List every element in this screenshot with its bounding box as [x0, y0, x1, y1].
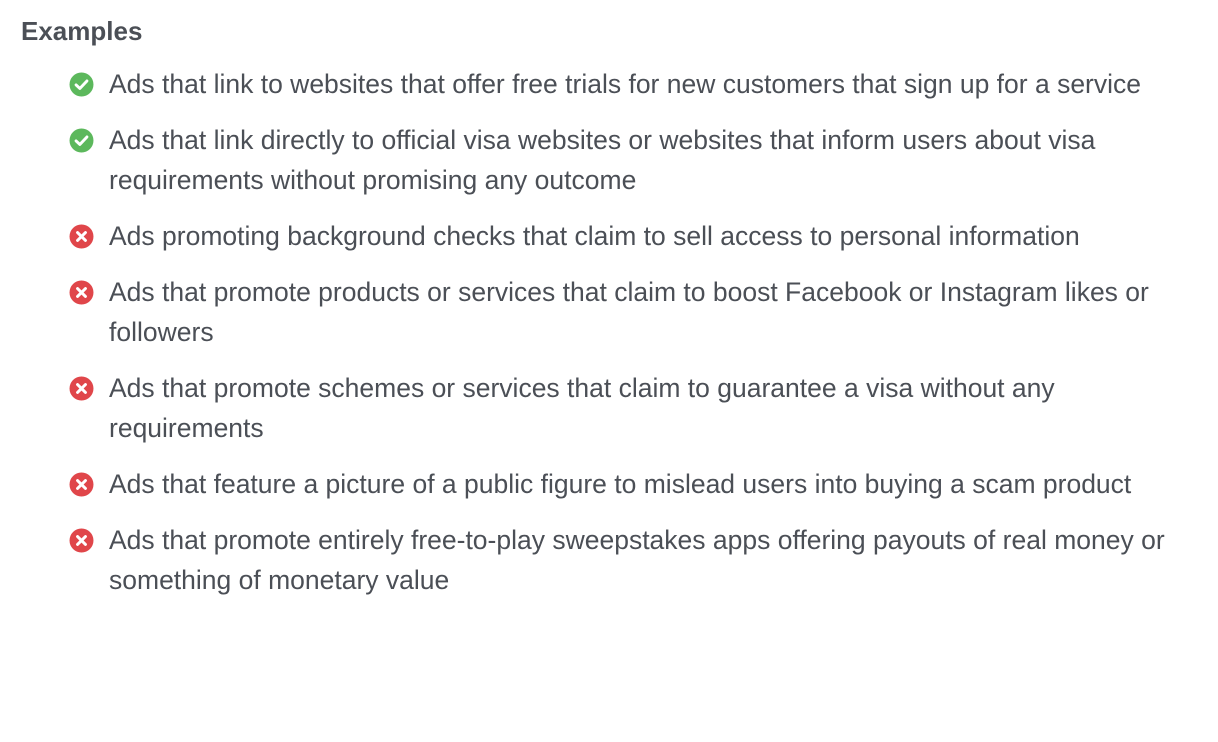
list-item-text: Ads that promote products or services that claim to boost Facebook or Instagram likes or followers [109, 277, 1149, 347]
x-circle-icon [69, 376, 94, 401]
list-item-text: Ads that promote schemes or services that claim to guarantee a visa without any requirements [109, 373, 1055, 443]
examples-list [68, 64, 1208, 616]
check-circle-icon [69, 72, 94, 97]
section-heading: Examples [21, 16, 143, 46]
list-item-text: Ads that link directly to official visa websites or websites that inform users about visa requirements without promising any outcome [109, 125, 1096, 195]
list-item [68, 216, 1208, 256]
list-item-text: Ads promoting background checks that claim to sell access to personal information [109, 221, 1080, 251]
list-item-text: Ads that link to websites that offer free trials for new customers that sign up for a service [109, 69, 1142, 99]
x-circle-icon [69, 472, 94, 497]
x-circle-icon [69, 528, 94, 553]
list-item [68, 64, 1208, 104]
list-item [68, 368, 1208, 448]
list-item [68, 464, 1208, 504]
list-item [68, 120, 1208, 200]
x-circle-icon [69, 280, 94, 305]
check-circle-icon [69, 128, 94, 153]
list-item-text: Ads that feature a picture of a public figure to mislead users into buying a scam product [109, 469, 1132, 499]
list-item-text: Ads that promote entirely free-to-play sweepstakes apps offering payouts of real money or something of monetary value [109, 525, 1165, 595]
list-item [68, 272, 1208, 352]
x-circle-icon [69, 224, 94, 249]
list-item [68, 520, 1208, 600]
